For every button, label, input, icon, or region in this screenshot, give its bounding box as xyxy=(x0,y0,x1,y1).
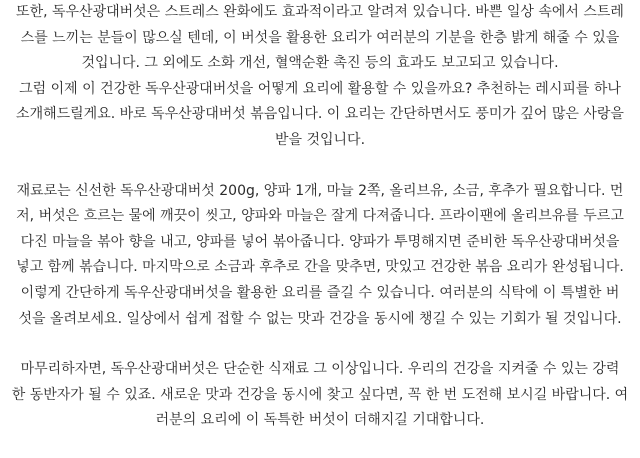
text-line: 저, 버섯은 흐르는 물에 깨끗이 씻고, 양파와 마늘은 잘게 다져줍니다. 프라이팬에 올리브유를 두르고 xyxy=(16,208,624,225)
text-line: 이렇게 간단하게 독우산광대버섯을 활용한 요리를 즐길 수 있습니다. 여러분의 식탁에 이 특별한 버 xyxy=(20,284,620,301)
text-line: 것입니다. 그 외에도 소화 개선, 혈액순환 촉진 등의 효과도 보고되고 있습니다. xyxy=(81,55,559,72)
paragraph-spacer xyxy=(6,154,634,179)
text-line: 소개해드릴게요. 바로 독우산광대버섯 볶음입니다. 이 요리는 간단하면서도 풍미가 깊어 많은 사랑을 xyxy=(16,106,624,123)
paragraph-spacer xyxy=(6,332,634,357)
text-line: 그럼 이제 이 건강한 독우산광대버섯을 어떻게 요리에 활용할 수 있을까요? 추천하는 레시피를 하나 xyxy=(19,80,621,97)
text-line: 스를 느끼는 분들이 많으실 텐데, 이 버섯을 활용한 요리가 여러분의 기분을 한층 밝게 해줄 수 있을 xyxy=(20,29,620,46)
paragraph-recipe-intro xyxy=(6,77,634,154)
text-line: 또한, 독우산광대버섯은 스트레스 완화에도 효과적이라고 알려져 있습니다. 바쁜 일상 속에서 스트레 xyxy=(16,4,624,20)
text-line: 재료로는 신선한 독우산광대버섯 200g, 양파 1개, 마늘 2쪽, 올리브유, 소금, 후추가 필요합니다. 먼 xyxy=(16,182,624,199)
text-line: 러분의 요리에 이 독특한 버섯이 더해지길 기대합니다. xyxy=(155,412,485,429)
text-line: 한 동반자가 될 수 있죠. 새로운 맛과 건강을 동시에 찾고 싶다면, 꼭 한 번 도전해 보시길 바랍니다. 여 xyxy=(11,386,629,403)
paragraph-recipe-steps xyxy=(6,179,634,333)
article-body xyxy=(6,0,634,434)
paragraph-conclusion xyxy=(6,357,634,434)
text-line: 다진 마늘을 볶아 향을 내고, 양파를 넣어 볶아줍니다. 양파가 투명해지면 준비한 독우산광대버섯을 xyxy=(20,233,620,250)
text-line: 받을 것입니다. xyxy=(274,131,366,148)
text-line: 마무리하자면, 독우산광대버섯은 단순한 식재료 그 이상입니다. 우리의 건강을 지켜줄 수 있는 강력 xyxy=(20,361,620,378)
text-line: 넣고 함께 볶습니다. 마지막으로 소금과 후추로 간을 맞추면, 맛있고 건강한 볶음 요리가 완성됩니다. xyxy=(16,259,624,276)
text-line: 섯을 올려보세요. 일상에서 쉽게 접할 수 없는 맛과 건강을 동시에 챙길 수 있는 기회가 될 것입니다. xyxy=(18,310,622,327)
paragraph-benefits xyxy=(6,0,634,77)
